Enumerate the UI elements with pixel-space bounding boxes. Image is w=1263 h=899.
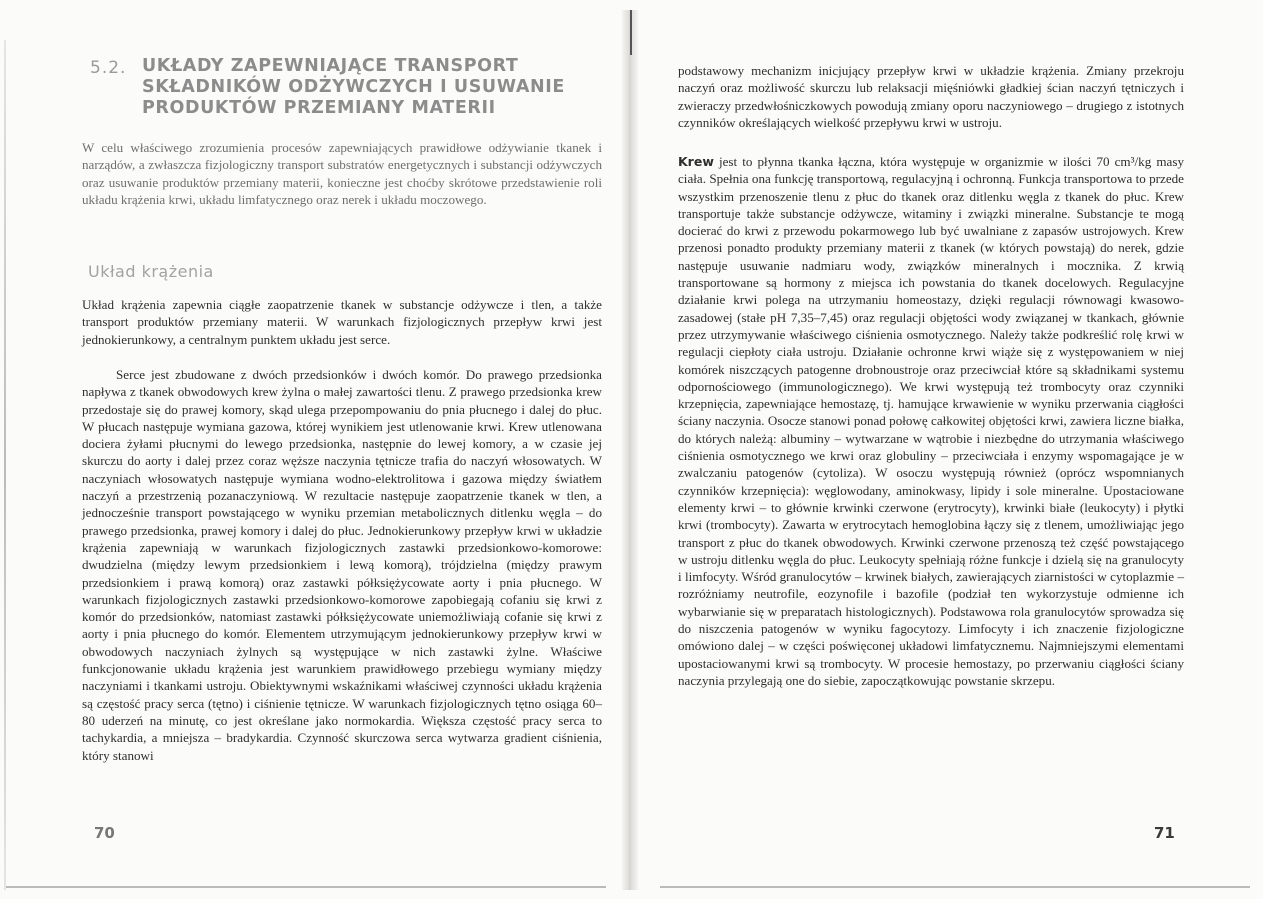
section-number: 5.2. — [90, 58, 127, 78]
bottom-edge-left — [6, 886, 606, 888]
page-number-left: 70 — [94, 824, 115, 842]
blood-paragraph-text: jest to płynna tkanka łączna, która występuje w organizmie w ilości 70 cm³/kg masy ciała. Spełnia ona funkcję transportową, regulacyjną i ochronną. Funkcja transportowa to przede wszystkim przenoszenie tlenu z płuc do tkanek oraz ditlenku węgla z tkanek do płuc. Krew transportuje także substancje odżywcze, witaminy i związki mineralne. Substancje te mogą docierać do krwi z przewodu pokarmowego lub być uwalniane z zapasów ustrojowych. Krew przenosi ponadto produkty przemiany materii z tkanek (w których powstają) do nerek, gdzie następuje usuwanie nadmiaru wody, związków mineralnych i mocznika. Z krwią transportowane są hormony z miejsca ich powstania do tkanek docelowych. Regulacyjne działanie krwi polega na utrzymaniu homeostazy, dzięki regulacji równowagi kwasowo-zasadowej (stałe pH 7,35–7,45) oraz regulacji objętości wody związanej w tkankach, głównie przez utrzymywanie właściwego ciśnienia osmotycznego. Należy także podkreślić rolę krwi w regulacji ciepłoty ciała ustroju. Działanie ochronne krwi wiąże się z występowaniem w niej komórek niszczących patogenne drobnoustroje oraz przeciwciał które są składnikami systemu odpornościowego (immunologicznego). We krwi występują też trombocyty oraz czynniki krzepnięcia, zapewniające hemostazę, tj. hamujące krwawienie w wyniku przerwania ciągłości ściany naczynia. Osocze stanowi ponad połowę całkowitej objętości krwi, zawiera liczne białka, do których należą: albuminy – wytwarzane w wątrobie i niezbędne do utrzymania właściwego ciśnienia osmotycznego we krwi oraz globuliny – przeciwciała i enzymy wspomagające je w zwalczaniu patogenów (cytoliza). W osoczu występują również (oprócz wspomnianych czynników krzepnięcia): węglowodany, aminokwasy, lipidy i sole mineralne. Upostaciowane elementy krwi – to głównie krwinki czerwone (erytrocyty), krwinki białe (leukocyty) i płytki krwi (trombocyty). Zawarta w erytrocytach hemoglobina łączy się z tlenem, umożliwiając jego transport z płuc do tkanek obwodowych. Krwinki czerwone przenoszą też część powstającego w ustroju ditlenku węgla do płuc. Leukocyty spełniają różne funkcje i dzielą się na granulocyty i limfocyty. Wśród granulocytów – krwinek białych, zawierających ziarnistości w cytoplazmie – rozróżniamy neutrofile, eozynofile i bazofile (podział ten wykorzystuje odmienne ich wybarwianie się w preparatach histologicznych). Podstawowa rola granulocytów sprowadza się do niszczenia patogenów w wyniku fagocytozy. Limfocyty i ich znaczenie fizjologiczne omówiono dalej – w części poświęconej układowi limfatycznemu. Najmniejszymi elementami upostaciowanymi krwi są trombocyty. W procesie hemostazy, po przerwaniu ciągłości ściany naczynia przylegają one do siebie, zapoczątkowując powstanie skrzepu. — [678, 154, 1184, 688]
gutter-mark — [630, 10, 632, 55]
intro-paragraph: W celu właściwego zrozumienia procesów zapewniających prawidłowe odżywianie tkanek i narządów, a zwłaszcza fizjologiczny transport substratów energetycznych i substancji odżywczych oraz usuwanie produktów przemiany materii, konieczne jest choćby skrótowe przedstawienie roli układu krążenia krwi, układu limfatycznego oraz nerek i układu moczowego. — [82, 140, 602, 207]
section-title: UKŁADY ZAPEWNIAJĄCE TRANSPORT SKŁADNIKÓW ODŻYWCZYCH I USUWANIE PRODUKTÓW PRZEMIANY MATERII — [142, 56, 565, 118]
blood-lead-word: Krew — [678, 154, 714, 169]
bottom-edge-right — [660, 886, 1250, 888]
circulation-paragraph-1: Układ krążenia zapewnia ciągłe zaopatrzenie tkanek w substancje odżywcze i tlen, a także transport produktów przemiany materii. W warunkach fizjologicznych przepływ krwi jest jednokierunkowy, a centralnym punktem układu jest serce. — [82, 297, 602, 347]
page-edge-shadow — [4, 40, 6, 890]
continuation-paragraph: podstawowy mechanizm inicjujący przepływ krwi w układzie krążenia. Zmiany przekroju naczyń oraz możliwość skurczu lub relaksacji mięśniówki gładkiej ścian naczyń tętniczych i zwieraczy przedwłośniczkowych powodują zmiany oporu naczyniowego – drugiego z istotnych czynników określających wielkość przepływu krwi w ustroju. — [678, 63, 1184, 130]
page-number-right: 71 — [1154, 824, 1175, 842]
blood-paragraph — [678, 153, 1184, 689]
subsection-heading: Układ krążenia — [88, 262, 214, 281]
circulation-paragraph-2: Serce jest zbudowane z dwóch przedsionków i dwóch komór. Do prawego przedsionka napływa z tkanek obwodowych krew żylna o małej zawartości tlenu. Z prawego przedsionka krew przedostaje się do prawej komory, skąd ulega przepompowaniu do pnia płucnego i dalej do płuc. W płucach następuje wymiana gazowa, której wynikiem jest utlenowanie krwi. Krew utlenowana dociera żyłami płucnymi do lewego przedsionka, następnie do lewej komory, a w czasie jej skurczu do aorty i dalej przez coraz węższe naczynia tętnicze trafia do naczyń włosowatych. W naczyniach włosowatych następuje wymiana wodno-elektrolitowa i gazowa między światłem naczyń a przestrzenią pozanaczyniową. W rezultacie następuje zaopatrzenie tkanek w tlen, a jednocześnie transport powstającego w wyniku przemian metabolicznych ditlenku węgla – do prawego przedsionka, prawej komory i dalej do płuc. Jednokierunkowy przepływ krwi w układzie krążenia zapewniają w warunkach fizjologicznych zastawki przedsionkowo-komorowe: dwudzielna (między lewym przedsionkiem i lewą komorą), trójdzielna (między prawym przedsionkiem i prawą komorą) oraz zastawki półksiężycowate aorty i pnia płucnego. W warunkach fizjologicznych zastawki przedsionkowo-komorowe zapobiegają cofaniu się krwi z komór do przedsionków, natomiast zastawki półksiężycowate uniemożliwiają cofanie się krwi z aorty i pnia płucnego do komór. Elementem utrzymującym jednokierunkowy przepływ krwi w obwodowych naczyniach żylnych są występujące w nich zastawki żylne. Właściwe funkcjonowanie układu krążenia jest warunkiem prawidłowego przebiegu wymiany między naczyniami i tkankami ustroju. Obiektywnymi wskaźnikami właściwej czynności układu krążenia są częstość pracy serca (tętno) i ciśnienie tętnicze. W warunkach fizjologicznych tętno osiąga 60–80 uderzeń na minutę, co jest określane jako normokardia. Większa częstość pracy serca to tachykardia, a mniejsza – bradykardia. Czynność skurczowa serca wytwarza gradient ciśnienia, który stanowi — [82, 367, 602, 763]
book-gutter — [622, 10, 638, 890]
